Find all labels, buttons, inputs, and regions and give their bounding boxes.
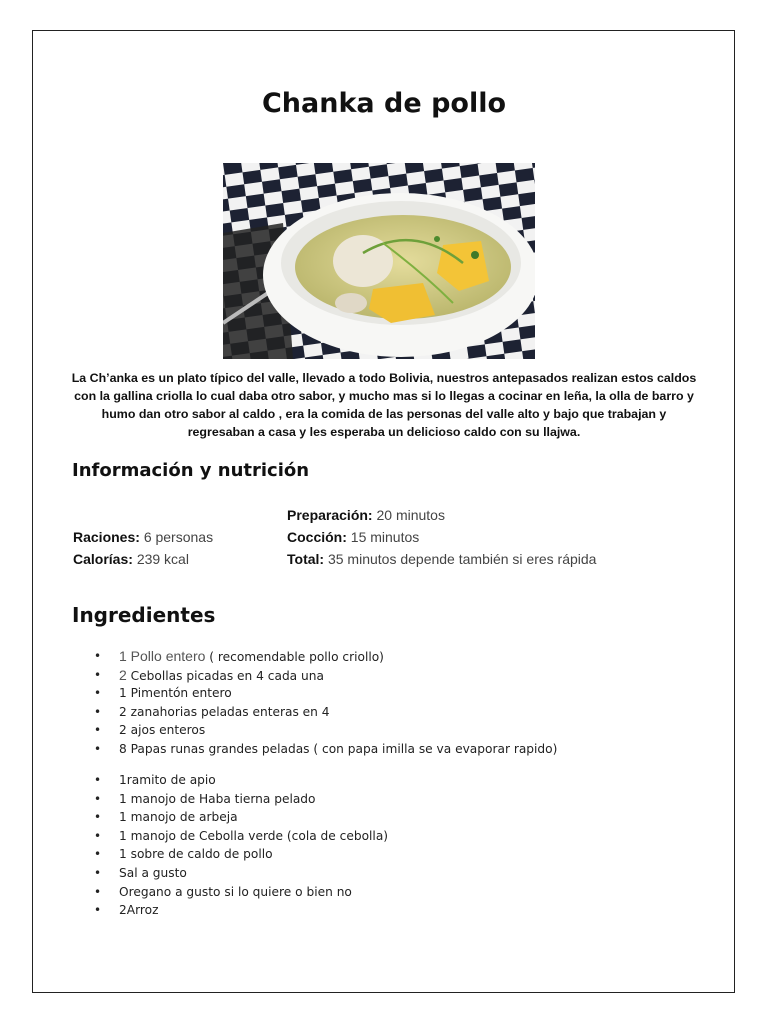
list-item: • 2 Cebollas picadas en 4 cada una xyxy=(94,666,324,683)
fact-coccion: Cocción: 15 minutos xyxy=(287,529,420,545)
ingredients-heading: Ingredientes xyxy=(72,603,216,627)
fact-calorias: Calorías: 239 kcal xyxy=(73,551,189,567)
list-item: • 2 ajos enteros xyxy=(94,723,206,738)
fact-preparacion: Preparación: 20 minutos xyxy=(287,507,445,523)
list-item: • 2 zanahorias peladas enteras en 4 xyxy=(94,704,330,719)
list-item: • Sal a gusto xyxy=(94,865,187,880)
list-item: • 2Arroz xyxy=(94,903,159,918)
ingredient-list-main xyxy=(72,647,557,759)
list-item: • 1 Pimentón entero xyxy=(94,686,232,701)
list-item: • 8 Papas runas grandes peladas ( con papa imilla se va evaporar rapido) xyxy=(94,741,558,756)
fact-total: Total: 35 minutos depende también si eres rápida xyxy=(287,551,597,567)
list-item: • 1 sobre de caldo de pollo xyxy=(94,847,273,862)
fact-raciones: Raciones: 6 personas xyxy=(73,529,214,545)
list-item: • 1 manojo de Cebolla verde (cola de cebolla) xyxy=(94,828,389,843)
info-heading: Información y nutrición xyxy=(72,460,310,481)
list-item: • 1 manojo de arbeja xyxy=(94,810,238,825)
recipe-intro: La Ch’anka es un plato típico del valle, llevado a todo Bolivia, nuestros antepasados realizan estos caldos con la gallina criolla lo cual daba otro sabor, y mucho mas si lo llegas a cocinar en leña, la olla de barro y humo dan otro sabor al caldo , era la comida de las personas del valle alto y bajo que trabajan y regresaban a casa y les esperaba un delicioso caldo con su llajwa. xyxy=(71,371,697,439)
ingredient-list-extra xyxy=(72,771,388,920)
list-item: • Oregano a gusto si lo quiere o bien no xyxy=(94,884,352,899)
list-item: • 1 Pollo entero ( recomendable pollo criollo) xyxy=(94,648,384,664)
soup-photo xyxy=(223,163,535,359)
recipe-title: Chanka de pollo xyxy=(261,88,507,119)
list-item: • 1 manojo de Haba tierna pelado xyxy=(94,791,316,806)
list-item: • 1ramito de apio xyxy=(94,773,216,787)
